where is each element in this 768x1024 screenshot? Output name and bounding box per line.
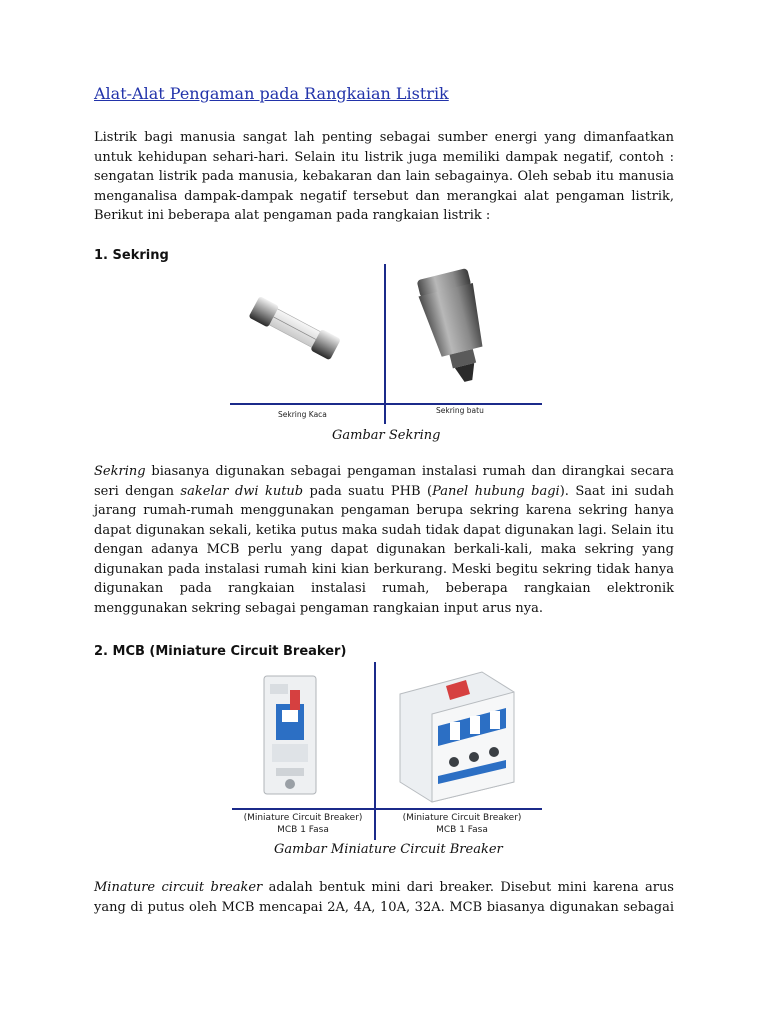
label-mcb-left: (Miniature Circuit Breaker) MCB 1 Fasa bbox=[243, 813, 363, 835]
term-mcb: Minature circuit breaker bbox=[94, 880, 263, 895]
mcb-figure bbox=[232, 662, 542, 840]
section-heading-sekring: 1. Sekring bbox=[94, 248, 169, 263]
caption-sekring: Gambar Sekring bbox=[332, 428, 441, 443]
term-panel: Panel hubung bagi bbox=[432, 483, 560, 499]
label-sekring-kaca: Sekring Kaca bbox=[278, 410, 327, 419]
label-mcb-right: (Miniature Circuit Breaker) MCB 1 Fasa bbox=[402, 813, 522, 835]
glass-fuse-image bbox=[240, 286, 360, 376]
section-heading-mcb: 2. MCB (Miniature Circuit Breaker) bbox=[94, 644, 347, 659]
mcb-single-pole-image bbox=[246, 670, 336, 800]
mcb-three-pole-image bbox=[386, 664, 526, 804]
figure-divider-horizontal bbox=[230, 403, 542, 405]
figure-divider-horizontal bbox=[232, 808, 542, 810]
intro-line: Listrik bagi manusia sangat lah penting sebagai sumber energi yang dimanfaatkan bbox=[94, 130, 674, 145]
ceramic-fuse-image bbox=[408, 266, 508, 396]
mcb-paragraph: Minature circuit breaker adalah bentuk mini dari breaker. Disebut mini karena arus yang di putus oleh MCB mencapai 2A, 4A, 10A, 32A. MCB biasanya digunakan sebagai bbox=[94, 880, 674, 915]
intro-line: Berikut ini beberapa alat pengaman pada rangkaian listrik : bbox=[94, 208, 491, 223]
sekring-paragraph: Sekring biasanya digunakan sebagai pengaman instalasi rumah dan dirangkai secara seri dengan sakelar dwi kutub pada suatu PHB (Panel hubung bagi). Saat ini sudah jarang rumah-rumah menggunakan pengaman berupa sekring karena sekring hanya dapat digunakan sekali, ketika putus maka sudah tidak dapat digunakan lagi. Selain itu dengan adanya MCB perlu yang dapat digunakan berkali-kali, maka sekring yang digunakan pada instalasi rumah kini kian berkurang. Meski begitu sekring tidak hanya digunakan pada rangkaian instalasi rumah, beberapa rangkaian elektronik menggunakan sekring sebagai pengaman rangkaian input arus nya. bbox=[94, 464, 674, 616]
intro-line: untuk kehidupan sehari-hari. Selain itu listrik juga memiliki dampak negatif, contoh : bbox=[94, 149, 674, 165]
label-sekring-batu: Sekring batu bbox=[436, 406, 484, 415]
figure-divider-vertical bbox=[384, 264, 386, 424]
figure-divider-vertical bbox=[374, 662, 376, 840]
caption-mcb: Gambar Miniature Circuit Breaker bbox=[274, 842, 503, 857]
term-sekring: Sekring bbox=[94, 464, 146, 479]
sekring-figure bbox=[230, 264, 542, 424]
page-title[interactable]: Alat-Alat Pengaman pada Rangkaian Listrik bbox=[94, 84, 449, 103]
intro-line: sengatan listrik pada manusia, kebakaran dan lain sebagainya. Oleh sebab itu manusia bbox=[94, 169, 674, 184]
term-sakelar: sakelar dwi kutub bbox=[180, 483, 304, 499]
intro-paragraph bbox=[94, 128, 674, 226]
intro-line: menganalisa dampak-dampak negatif tersebut dan merangkai alat pengaman listrik, bbox=[94, 188, 674, 204]
